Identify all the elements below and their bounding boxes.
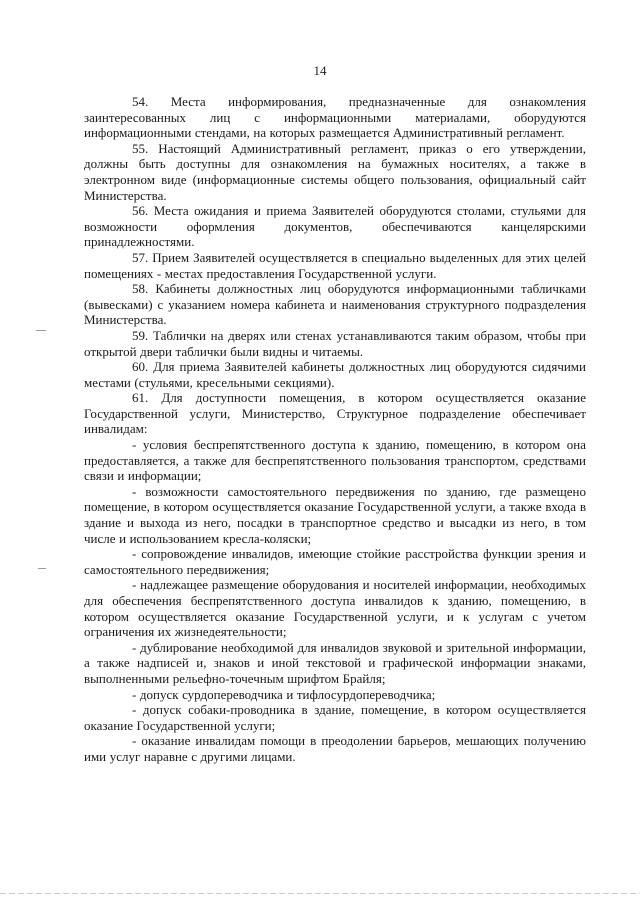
scan-mark: [38, 568, 46, 569]
list-item-guide-dog: - допуск собаки-проводника в здание, помещение, в котором осуществляется оказание Государственной услуги;: [84, 702, 586, 733]
paragraph-61: 61. Для доступности помещения, в котором осуществляется оказание Государственной услуги, Министерство, Структурное подразделение обеспечивает инвалидам:: [84, 390, 586, 437]
paragraph-60: 60. Для приема Заявителей кабинеты должностных лиц оборудуются сидячими местами (стульями, кресельными секциями).: [84, 359, 586, 390]
paragraph-56: 56. Места ожидания и приема Заявителей оборудуются столами, стульями для возможности оформления документов, обеспечиваются канцелярскими принадлежностями.: [84, 203, 586, 250]
scan-edge-line: [0, 893, 640, 894]
paragraph-55: 55. Настоящий Административный регламент, приказ о его утверждении, должны быть доступны для ознакомления на бумажных носителях, а также в электронном виде (информационные системы общего пользования, официальный сайт Министерства.: [84, 140, 586, 203]
page-number: 14: [313, 63, 327, 78]
list-item-sign-interpreter: - допуск сурдопереводчика и тифлосурдопереводчика;: [132, 686, 436, 702]
list-item-duplication: - дублирование необходимой для инвалидов звуковой и зрительной информации, а также надписей и, знаков и иной текстовой и графической информации знаками, выполненными рельефно-точечным шрифтом Брайля;: [84, 639, 586, 686]
list-item-access-conditions: - условия беспрепятственного доступа к зданию, помещению, в котором она предоставляется, а также для беспрепятственного пользования транспортом, средствами связи и информации;: [84, 437, 586, 484]
list-item-escort: - сопровождение инвалидов, имеющие стойкие расстройства функции зрения и самостоятельного передвижения;: [84, 546, 586, 577]
list-item-movement: - возможности самостоятельного передвижения по зданию, где размещено помещение, в котором осуществляется оказание Государственной услуги, а также входа в здание и выхода из него, посадки в транспортное средство и высадки из него, в том числе и использованием кресла-коляски;: [84, 483, 586, 546]
document-body: [84, 94, 586, 765]
paragraph-54: 54. Места информирования, предназначенные для ознакомления заинтересованных лиц с информационными материалами, оборудуются информационными стендами, на которых размещается Административный регламент.: [84, 94, 586, 141]
list-item-assistance: - оказание инвалидам помощи в преодолении барьеров, мешающих получению ими услуг наравне с другими лицами.: [84, 733, 586, 764]
paragraph-58: 58. Кабинеты должностных лиц оборудуются информационными табличками (вывесками) с указанием номера кабинета и наименования структурного подразделения Министерства.: [84, 281, 586, 328]
scan-mark: [36, 330, 46, 331]
paragraph-57: 57. Прием Заявителей осуществляется в специально выделенных для этих целей помещениях - местах предоставления Государственной услуги.: [84, 249, 586, 281]
list-item-equipment-placement: - надлежащее размещение оборудования и носителей информации, необходимых для обеспечения беспрепятственного доступа инвалидов к зданию, помещению, в котором осуществляется оказание Государственной услуги, и к услугам с учетом ограничения их жизнедеятельности;: [84, 577, 586, 640]
paragraph-59: 59. Таблички на дверях или стенах устанавливаются таким образом, чтобы при открытой двери таблички были видны и читаемы.: [84, 327, 586, 359]
